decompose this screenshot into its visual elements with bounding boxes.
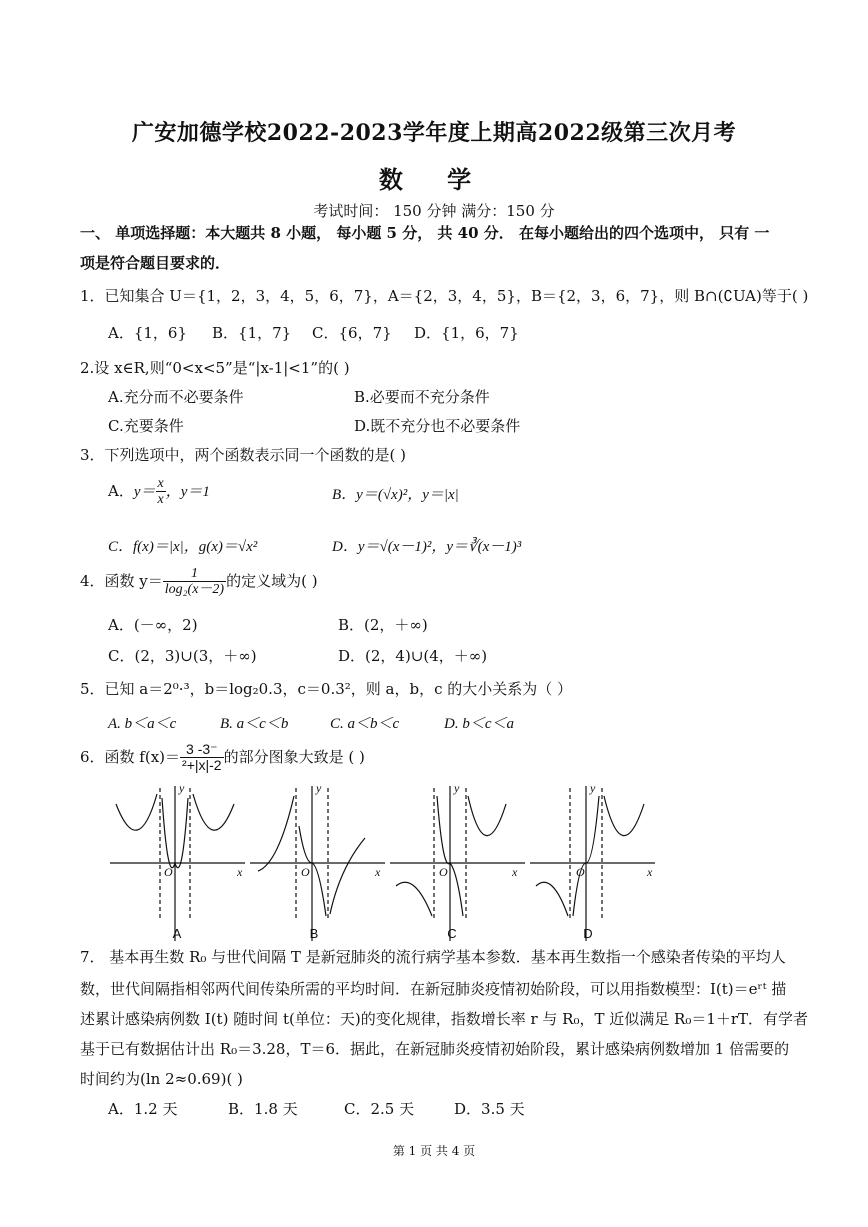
q2-option-b: B.必要而不充分条件 [354,388,490,406]
q3-option-c: C．f(x)＝|x|，g(x)＝√x² [108,539,258,555]
subject-title: 数 学 [378,165,490,194]
section-heading-line2: 项是符合题目要求的． [80,254,231,272]
q6-stem [80,742,365,774]
q1-option-d: D．{1，6，7} [414,324,519,342]
graph-b-y-label: y [316,781,322,795]
q7-option-a: A．1.2 天 [108,1100,178,1118]
q4-option-d: D．(2，4)∪(4，＋∞) [338,647,488,665]
q6-graphs [100,776,660,948]
q4-fraction [163,566,226,598]
exam-title: 广安加德学校2022-2023学年度上期高2022级第三次月考 [131,120,737,146]
q3-option-a-post: ，y＝1 [165,483,210,500]
graph-a-curve-left [116,794,157,830]
q2-option-c: C.充要条件 [108,417,184,435]
graph-b-x-label: x [375,865,381,879]
graph-c-x-label: x [512,865,518,879]
q4-numerator: 1 [163,566,226,582]
q1-option-b: B．{1，7} [212,324,292,342]
q4-option-b: B．(2，＋∞) [338,616,428,634]
q6-denominator: ²+|x|-2 [182,757,222,774]
graph-c-curve-right [468,796,506,836]
q4-option-a: A．(－∞，2) [108,616,198,634]
q3-stem: 3．下列选项中，两个函数表示同一个函数的是( ) [80,446,407,464]
q6-numerator: 3 -3⁻ [180,742,224,758]
q3-option-d: D．y＝√(x－1)²，y＝∛(x－1)³ [332,539,522,555]
graph-c-y-label: y [454,781,460,795]
q3-option-a-denominator: x [157,492,164,508]
q3-option-a-numerator: x [157,476,164,491]
graph-d-curve-left [536,882,568,916]
q2-option-d: D.既不充分也不必要条件 [354,417,521,435]
q5-stem: 5．已知 a＝2⁰·³，b＝log₂0.3，c＝0.3²，则 a，b，c 的大小关系为（ ） [80,680,573,698]
graph-label-a: A [172,926,182,941]
graph-b-curve-right [330,838,365,914]
q3-option-a-label: A． [108,481,134,500]
q7-option-c: C．2.5 天 [344,1100,415,1118]
q2-option-a: A.充分而不必要条件 [108,388,244,406]
graph-b-curve-left [258,796,294,871]
q7-option-d: D．3.5 天 [454,1100,525,1118]
q1-option-c: C．{6，7} [312,324,392,342]
q7-line-3: 述累计感染病例数 I(t) 随时间 t(单位：天)的变化规律，指数增长率 r 与 R₀，T 近似满足 R₀＝1＋rT．有学者 [80,1010,809,1028]
q3-option-a-pre: y＝ [133,483,156,500]
graph-c-curve-left [396,882,432,916]
q3-option-a-fraction [156,476,166,508]
graph-label-c: C [447,926,457,941]
q7-line-5: 时间约为(ln 2≈0.69)( ) [80,1070,243,1088]
graph-d-origin-label: O [576,865,585,879]
graph-b-origin-label: O [301,865,310,879]
q5-option-d: D. b＜c＜a [444,716,514,732]
q3-option-a [108,476,210,508]
q1-stem: 1．已知集合 U＝{1，2，3，4，5，6，7}，A＝{2，3，4，5}，B＝{2，3，6，7}，则 B∩(∁UA)等于( ) [80,287,809,305]
graph-label-d: D [583,926,593,941]
q5-option-a: A. b＜a＜c [108,716,177,732]
exam-info: 考试时间： 150 分钟 满分：150 分 [313,202,555,220]
q4-option-c: C．(2，3)∪(3，＋∞) [108,647,257,665]
q6-fraction [180,742,224,774]
q6-stem-post: 的部分图象大致是 ( ) [223,747,365,766]
q1-option-a: A．{1，6} [108,324,188,342]
graph-a-curve-right [193,794,234,830]
graph-label-b: B [309,926,319,941]
graph-d [530,786,655,941]
page-footer: 第 1 页 共 4 页 [392,1144,476,1158]
graph-a-x-label: x [237,865,243,879]
q4-stem-pre: 4．函数 y＝ [80,571,163,590]
graph-c-origin-label: O [439,865,448,879]
q4-stem-post: 的定义域为( ) [226,571,318,590]
graph-a-y-label: y [179,781,185,795]
q4-stem [80,566,318,598]
q7-line-2: 数，世代间隔指相邻两代间传染所需的平均时间．在新冠肺炎疫情初始阶段，可以用指数模型：I(t)＝eʳᵗ 描 [80,980,787,998]
q6-stem-pre: 6．函数 f(x)＝ [80,747,181,766]
q7-line-1: 7． 基本再生数 R₀ 与世代间隔 T 是新冠肺炎的流行病学基本参数．基本再生数指一个感染者传染的平均人 [80,948,786,966]
section-heading-line1: 一、 单项选择题：本大题共 8 小题， 每小题 5 分， 共 40 分． 在每小题给出的四个选项中， 只有 一 [80,224,770,242]
graph-b [250,786,385,941]
q3-option-b: B．y＝(√x)²，y＝|x| [332,487,459,503]
graph-d-x-label: x [647,865,653,879]
graph-c [390,786,525,941]
q7-option-b: B．1.8 天 [228,1100,298,1118]
graph-a-origin-label: O [164,865,173,879]
graph-a [110,786,245,941]
graph-d-y-label: y [590,781,596,795]
graph-d-curve-right [604,796,644,836]
q2-stem: 2.设 x∈R,则“0<x<5”是“|x-1|<1”的( ) [80,359,350,377]
q4-denominator: log₂(x－2) [164,582,225,598]
q7-line-4: 基于已有数据估计出 R₀＝3.28，T＝6．据此，在新冠肺炎疫情初始阶段，累计感染病例数增加 1 倍需要的 [80,1040,790,1058]
q5-option-c: C. a＜b＜c [330,716,400,732]
q5-option-b: B. a＜c＜b [220,716,289,732]
